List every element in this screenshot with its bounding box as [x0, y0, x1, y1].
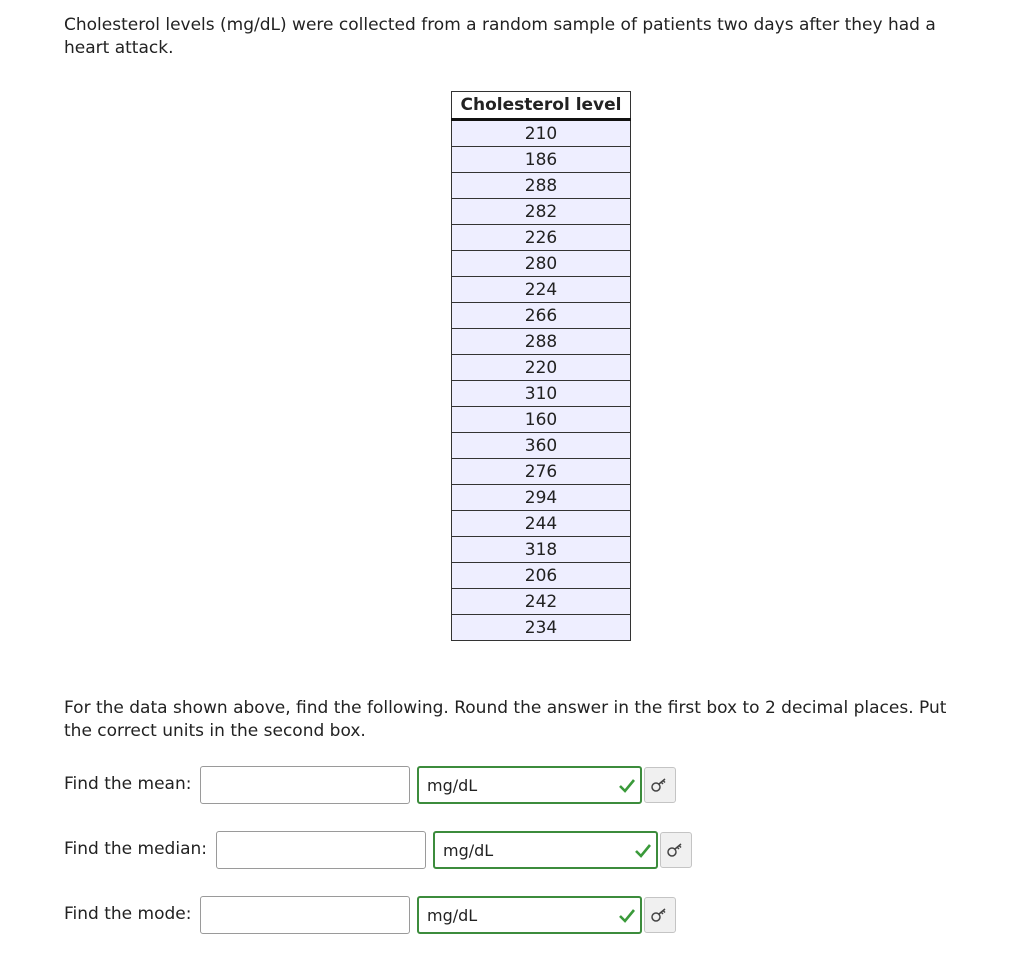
checkmark-icon [634, 842, 652, 860]
table-row [452, 303, 631, 329]
key-icon [650, 907, 670, 925]
key-button[interactable] [644, 767, 676, 803]
table-row [452, 433, 631, 459]
table-row [452, 251, 631, 277]
cholesterol-value-cell: 266 [452, 303, 631, 329]
mean-label: Find the mean: [64, 774, 192, 794]
cholesterol-value-cell: 210 [452, 120, 631, 147]
mode-input[interactable] [200, 896, 410, 934]
cholesterol-value-cell: 234 [452, 615, 631, 641]
table-row [452, 120, 631, 147]
table-row [452, 485, 631, 511]
cholesterol-value-cell: 310 [452, 381, 631, 407]
median-label: Find the median: [64, 839, 207, 859]
mean-unit-field[interactable] [417, 766, 642, 804]
cholesterol-value-cell: 318 [452, 537, 631, 563]
table-row [452, 355, 631, 381]
cholesterol-value-cell: 282 [452, 199, 631, 225]
key-button[interactable] [660, 832, 692, 868]
table-row [452, 381, 631, 407]
table-row [452, 147, 631, 173]
mean-input[interactable] [200, 766, 410, 804]
cholesterol-value-cell: 206 [452, 563, 631, 589]
table-row [452, 537, 631, 563]
instructions-text: For the data shown above, find the following. Round the answer in the first box to 2 decimal places. Put the correct units in the second box. [64, 698, 947, 741]
median-input[interactable] [216, 831, 426, 869]
cholesterol-value-cell: 242 [452, 589, 631, 615]
cholesterol-value-cell: 276 [452, 459, 631, 485]
cholesterol-value-cell: 220 [452, 355, 631, 381]
table-row [452, 277, 631, 303]
table-row [452, 329, 631, 355]
table-row [452, 615, 631, 641]
cholesterol-table [451, 91, 631, 641]
mode-unit-text: mg/dL [427, 906, 478, 925]
cholesterol-value-cell: 294 [452, 485, 631, 511]
key-button[interactable] [644, 897, 676, 933]
table-header: Cholesterol level [452, 92, 631, 120]
cholesterol-value-cell: 226 [452, 225, 631, 251]
table-row [452, 511, 631, 537]
cholesterol-value-cell: 224 [452, 277, 631, 303]
table-row [452, 589, 631, 615]
median-unit-field[interactable] [433, 831, 658, 869]
mean-unit-text: mg/dL [427, 776, 478, 795]
key-icon [666, 842, 686, 860]
cholesterol-value-cell: 288 [452, 329, 631, 355]
cholesterol-value-cell: 160 [452, 407, 631, 433]
cholesterol-value-cell: 244 [452, 511, 631, 537]
table-row [452, 199, 631, 225]
cholesterol-value-cell: 186 [452, 147, 631, 173]
median-unit-text: mg/dL [443, 841, 494, 860]
cholesterol-value-cell: 280 [452, 251, 631, 277]
cholesterol-value-cell: 288 [452, 173, 631, 199]
table-row [452, 225, 631, 251]
table-row [452, 563, 631, 589]
table-row [452, 459, 631, 485]
table-row [452, 407, 631, 433]
intro-text: Cholesterol levels (mg/dL) were collected from a random sample of patients two days after they had a heart attack. [64, 15, 936, 58]
key-icon [650, 777, 670, 795]
table-row [452, 173, 631, 199]
mode-label: Find the mode: [64, 904, 192, 924]
cholesterol-value-cell: 360 [452, 433, 631, 459]
checkmark-icon [618, 777, 636, 795]
mode-unit-field[interactable] [417, 896, 642, 934]
checkmark-icon [618, 907, 636, 925]
